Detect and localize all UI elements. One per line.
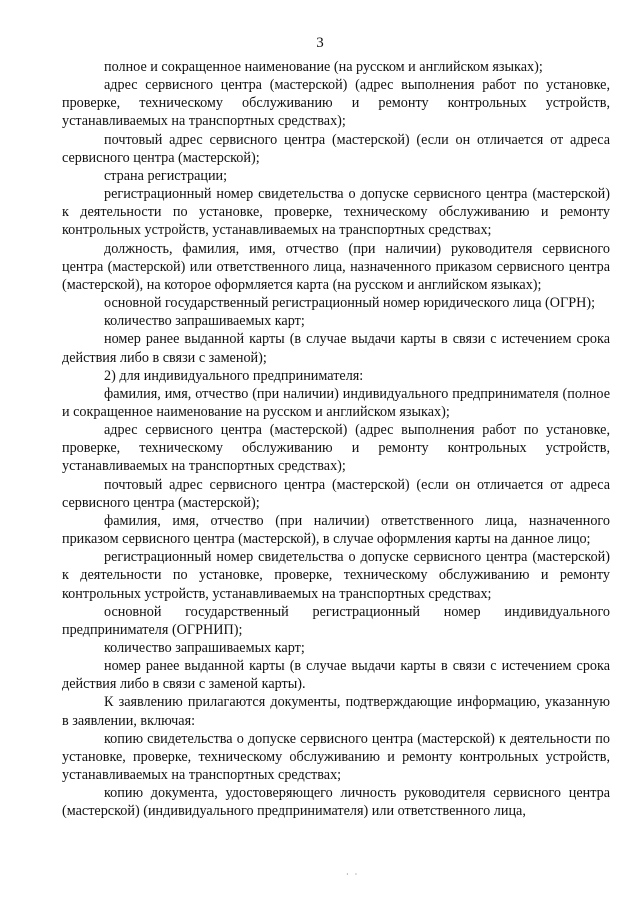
paragraph: фамилия, имя, отчество (при наличии) ответственного лица, назначенного приказом сервисного центра (мастерской), в случае оформления карты на данное лицо;	[62, 512, 610, 548]
paragraph: страна регистрации;	[104, 167, 228, 184]
paragraph: фамилия, имя, отчество (при наличии) индивидуального предпринимателя (полное и сокращенное наименование на русском и английском языках);	[62, 385, 610, 420]
page-number: 3	[316, 35, 324, 51]
paragraph: адрес сервисного центра (мастерской) (адрес выполнения работ по установке, проверке, техническому обслуживанию и ремонту контрольных устройств, устанавливаемых на транспортных средствах);	[62, 422, 610, 475]
paragraph: количество запрашиваемых карт;	[104, 313, 305, 330]
scan-dot-mark: · ·	[346, 870, 360, 879]
paragraph: копию документа, удостоверяющего личность руководителя сервисного центра (мастерской) (индивидуального предпринимателя) или ответственного лица,	[62, 785, 610, 820]
paragraph: должность, фамилия, имя, отчество (при наличии) руководителя сервисного центра (мастерской) или ответственного лица, назначенного приказом сервисного центра (мастерской), на которое оформляется карта (на русском и английском языках);	[62, 240, 610, 293]
paragraph: 2) для индивидуального предпринимателя:	[104, 367, 364, 384]
paragraph: К заявлению прилагаются документы, подтверждающие информацию, указанную в заявлении, включая:	[62, 694, 610, 729]
paragraph: адрес сервисного центра (мастерской) (адрес выполнения работ по установке, проверке, техническому обслуживанию и ремонту контрольных устройств, устанавливаемых на транспортных средствах);	[62, 77, 610, 130]
document-body	[62, 58, 610, 821]
paragraph: почтовый адрес сервисного центра (мастерской) (если он отличается от адреса сервисного центра (мастерской);	[62, 131, 610, 166]
paragraph: копию свидетельства о допуске сервисного центра (мастерской) к деятельности по установке, проверке, техническому обслуживанию и ремонту контрольных устройств, устанавливаемых на транспортных средствах;	[62, 730, 610, 784]
paragraph: номер ранее выданной карты (в случае выдачи карты в связи с истечением срока действия либо в связи с заменой карты).	[62, 658, 610, 693]
paragraph: номер ранее выданной карты (в случае выдачи карты в связи с истечением срока действия либо в связи с заменой);	[62, 331, 610, 366]
paragraph: основной государственный регистрационный номер юридического лица (ОГРН);	[104, 295, 596, 312]
paragraph: количество запрашиваемых карт;	[104, 640, 305, 656]
paragraph: регистрационный номер свидетельства о допуске сервисного центра (мастерской) к деятельности по установке, проверке, техническому обслуживанию и ремонту контрольных устройств, устанавливаемых на транспортных средствах;	[62, 186, 610, 239]
paragraph: полное и сокращенное наименование (на русском и английском языках);	[104, 59, 543, 75]
paragraph: почтовый адрес сервисного центра (мастерской) (если он отличается от адреса сервисного центра (мастерской);	[62, 476, 610, 511]
paragraph: основной государственный регистрационный номер индивидуального предпринимателя (ОГРНИП);	[62, 603, 610, 638]
paragraph: регистрационный номер свидетельства о допуске сервисного центра (мастерской) к деятельности по установке, проверке, техническому обслуживанию и ремонту контрольных устройств, устанавливаемых на транспортных средствах;	[62, 549, 610, 602]
